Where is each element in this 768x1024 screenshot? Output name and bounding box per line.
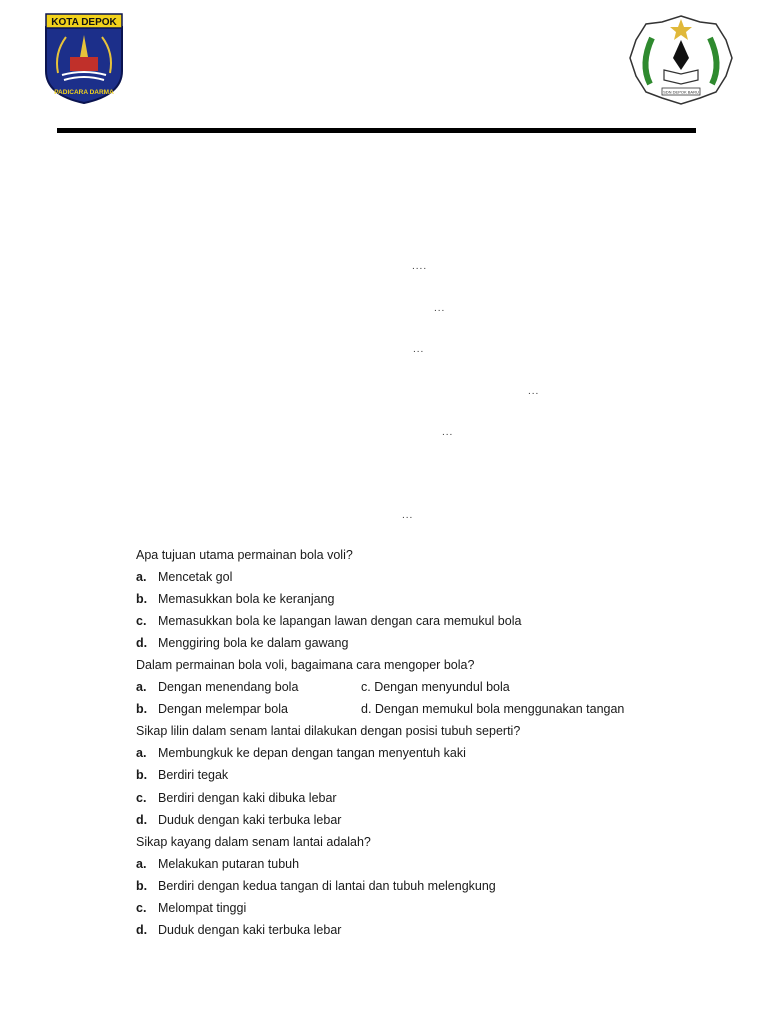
svg-text:PADICARA DARMA: PADICARA DARMA bbox=[54, 89, 114, 96]
blank-marker: ... bbox=[413, 344, 425, 355]
blank-marker: .... bbox=[412, 261, 428, 272]
svg-text:KOTA DEPOK: KOTA DEPOK bbox=[51, 17, 117, 28]
blank-marker: ... bbox=[442, 427, 454, 438]
blank-marker: ... bbox=[434, 303, 446, 314]
question-3: Sikap lilin dalam senam lantai dilakukan dengan posisi tubuh seperti? bbox=[136, 724, 521, 738]
blank-marker: ... bbox=[402, 510, 414, 521]
header-divider bbox=[57, 128, 696, 133]
question-4: Sikap kayang dalam senam lantai adalah? bbox=[136, 835, 371, 849]
school-emblem-logo bbox=[628, 14, 734, 106]
blank-marker: ... bbox=[528, 386, 540, 397]
kota-depok-logo bbox=[44, 13, 124, 105]
question-2: Dalam permainan bola voli, bagaimana cara mengoper bola? bbox=[136, 658, 475, 672]
question-1: Apa tujuan utama permainan bola voli? bbox=[136, 548, 353, 562]
svg-text:SDN DEPOK BARU: SDN DEPOK BARU bbox=[663, 89, 699, 95]
